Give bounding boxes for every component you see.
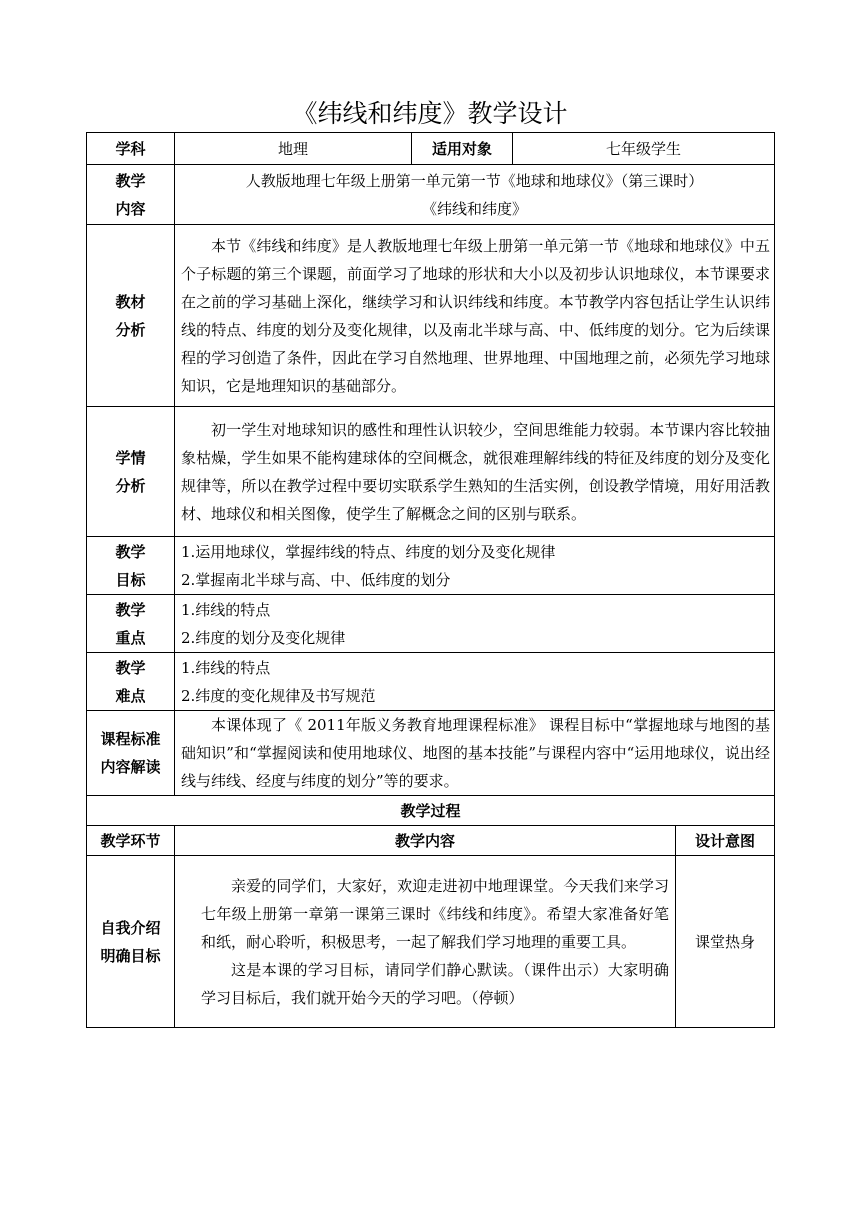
standards-text: 本课体现了《 2011年版义务教育地理课程标准》 课程目标中“掌握地球与地图的基础知识”和“掌握阅读和使用地球仪、地图的基本技能”与课程内容中“运用地球仪，说出经线与纬线、经度与纬度的划分”等的要求。: [181, 716, 771, 790]
objective-item: 1.运用地球仪，掌握纬线的特点、纬度的划分及变化规律: [181, 542, 556, 561]
col-stage-header: 教学环节: [87, 826, 175, 856]
process-row: [87, 856, 775, 1028]
col-content-header: 教学内容: [175, 826, 676, 856]
key-points-cell: [175, 595, 775, 653]
content-value: [175, 165, 775, 225]
objectives-cell: [175, 537, 775, 595]
content-line-1: 人教版地理七年级上册第一单元第一节《地球和地球仪》（第三课时）: [245, 171, 704, 190]
material-analysis-cell: [175, 225, 775, 407]
process-content-cell: [175, 856, 676, 1028]
standards-cell: [175, 711, 775, 796]
difficulties-cell: [175, 653, 775, 711]
student-analysis-cell: [175, 407, 775, 537]
process-stage: 自我介绍 明确目标: [87, 856, 175, 1028]
process-header-row: [87, 826, 775, 856]
student-analysis-text: 初一学生对地球知识的感性和理性认识较少，空间思维能力较弱。本节课内容比较抽象枯燥，学生如果不能构建球体的空间概念，就很难理解纬线的特征及纬度的划分及变化规律等，所以在教学过程中要切实联系学生熟知的生活实例，创设教学情境，用好用活教材、地球仪和相关图像，使学生了解概念之间的区别与联系。: [181, 420, 771, 523]
lesson-plan-table: [86, 132, 775, 1028]
key-point-item: 1.纬线的特点: [181, 600, 271, 619]
process-paragraph-2: 这是本课的学习目标，请同学们静心默读。（课件出示）大家明确学习目标后，我们就开始今天的学习吧。（停顿）: [201, 960, 669, 1007]
difficulties-row: [87, 653, 775, 711]
audience-value: 七年级学生: [513, 133, 775, 165]
student-analysis-row: [87, 407, 775, 537]
objective-item: 2.掌握南北半球与高、中、低纬度的划分: [181, 570, 451, 589]
process-intent: 课堂热身: [676, 856, 775, 1028]
objectives-label: 教学 目标: [87, 537, 175, 595]
key-points-label: 教学 重点: [87, 595, 175, 653]
content-line-2: 《纬线和纬度》: [422, 199, 528, 218]
content-label: 教学 内容: [87, 165, 175, 225]
standards-row: [87, 711, 775, 796]
document-title: 《纬线和纬度》教学设计: [292, 99, 568, 128]
material-analysis-text: 本节《纬线和纬度》是人教版地理七年级上册第一单元第一节《地球和地球仪》中五个子标题的第三个课题，前面学习了地球的形状和大小以及初步认识地球仪，本节课要求在之前的学习基础上深化，继续学习和认识纬线和纬度。本节教学内容包括让学生认识纬线的特点、纬度的划分及变化规律，以及南北半球与高、中、低纬度的划分。它为后续课程的学习创造了条件，因此在学习自然地理、世界地理、中国地理之前，必须先学习地球知识，它是地理知识的基础部分。: [181, 236, 771, 395]
material-analysis-row: [87, 225, 775, 407]
process-section-title: 教学过程: [87, 796, 775, 826]
standards-label: 课程标准 内容解读: [87, 711, 175, 796]
student-analysis-label: 学情 分析: [87, 407, 175, 537]
key-point-item: 2.纬度的划分及变化规律: [181, 628, 346, 647]
objectives-row: [87, 537, 775, 595]
difficulty-item: 2.纬度的变化规律及书写规范: [181, 686, 376, 705]
subject-label: 学科: [87, 133, 175, 165]
key-points-row: [87, 595, 775, 653]
difficulties-label: 教学 难点: [87, 653, 175, 711]
process-section-row: [87, 796, 775, 826]
header-row: [87, 133, 775, 165]
subject-value: 地理: [175, 133, 412, 165]
material-analysis-label: 教材 分析: [87, 225, 175, 407]
audience-label: 适用对象: [412, 133, 513, 165]
col-intent-header: 设计意图: [676, 826, 775, 856]
difficulty-item: 1.纬线的特点: [181, 658, 271, 677]
process-paragraph-1: 亲爱的同学们，大家好，欢迎走进初中地理课堂。今天我们来学习七年级上册第一章第一课第三课时《纬线和纬度》。希望大家准备好笔和纸，耐心聆听，积极思考，一起了解我们学习地理的重要工具。: [201, 876, 669, 951]
content-row: [87, 165, 775, 225]
